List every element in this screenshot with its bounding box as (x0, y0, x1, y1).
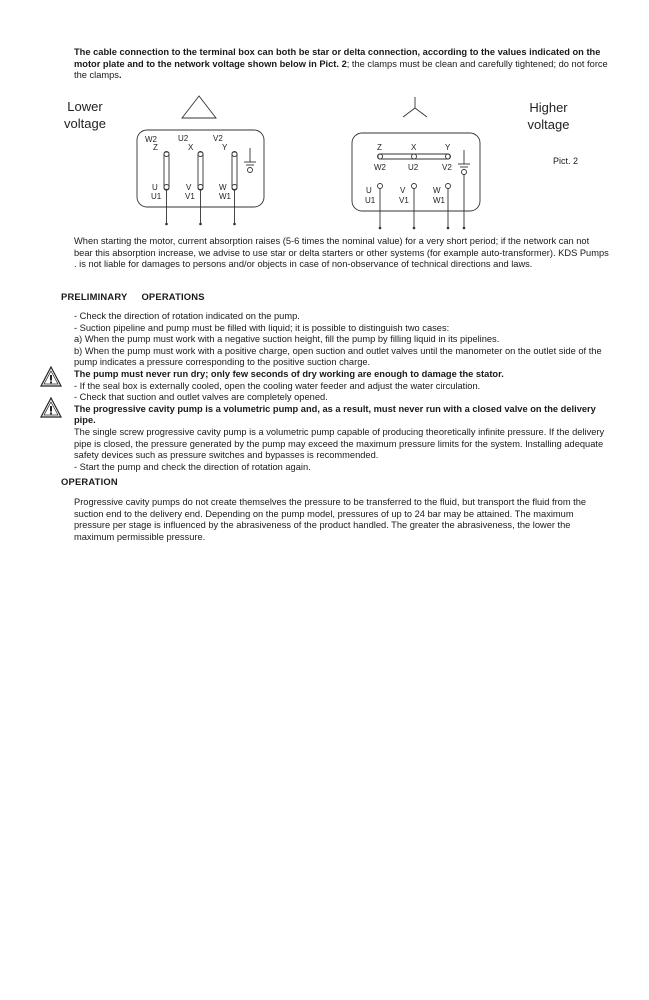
operation-paragraph: Progressive cavity pumps do not create themselves the pressure to be transferred to the fluid, but transport the fluid from the suction end to the delivery end. Depending on the pump model, pressures of up to 24 bar may be attained. The maximum pressure per stage is influenced by the abrasiveness of the product handled. The greater the abrasiveness, the lower the maximum permissible pressure. (74, 497, 587, 542)
star-label-u: U (366, 186, 372, 195)
delta-label-u2: U2 (178, 134, 189, 143)
intro-end: . (118, 70, 122, 81)
higher-voltage-line2: voltage (527, 117, 570, 132)
star-label-x: X (411, 143, 417, 152)
prelim-line-8: - Start the pump and check the direction of rotation again. (74, 461, 311, 472)
preliminary-heading (61, 291, 205, 302)
preliminary-body (74, 311, 609, 473)
prelim-line-2: - Suction pipeline and pump must be filled with liquid; it is possible to distinguish two cases: (74, 322, 450, 333)
star-label-v: V (400, 186, 406, 195)
star-label-w2: W2 (374, 163, 386, 172)
star-label-w1: W1 (433, 196, 445, 205)
intro-normal-text: ; the clamps must be clean and carefully tightened; do not force the clamps (74, 58, 608, 81)
star-label-z: Z (377, 143, 382, 152)
starting-paragraph: When starting the motor, current absorption raises (5-6 times the nominal value) for a very short period; if the network can not bear this absorption increase, we advise to use star or delta starters or other systems (for example auto-transformer). KDS Pumps . is not liable for damages to persons and/or objects in case of non-observance of technical directions and laws. (74, 236, 609, 270)
delta-label-v: V (186, 183, 192, 192)
operation-heading: OPERATION (61, 476, 118, 487)
delta-label-u: U (152, 183, 158, 192)
lower-voltage-line2: voltage (64, 116, 106, 131)
star-label-u2: U2 (408, 163, 419, 172)
preliminary-heading-a: PRELIMINARY (61, 291, 128, 302)
star-label-v1: V1 (399, 196, 409, 205)
preliminary-heading-b: OPERATIONS (141, 291, 205, 302)
star-symbol-icon (403, 97, 427, 117)
star-label-w: W (433, 186, 441, 195)
pict-label: Pict. 2 (553, 156, 579, 166)
delta-label-z: Z (153, 143, 158, 152)
delta-label-y: Y (222, 143, 228, 152)
prelim-line-6: - Check that suction and outlet valves are completely opened. (74, 392, 328, 403)
prelim-line-7: The single screw progressive cavity pump is a volumetric pump capable of producing theoretically infinite pressure. If the delivery pipe is closed, the pressure generated by the pump may exceed the maximum pressure limits for the system. Installing adequate safety devices such as pressure switches and bypasses is recommended. (74, 426, 605, 461)
prelim-line-4: b) When the pump must work with a positive charge, open suction and outlet valves until the manometer on the outlet side of the pump indicates a pressure corresponding to the positive suction charge. (74, 345, 602, 368)
ground-icon-left (244, 148, 256, 173)
ground-icon-right (458, 150, 470, 175)
star-label-v2: V2 (442, 163, 452, 172)
warning-icon (40, 397, 62, 419)
wiring-diagram (0, 0, 649, 240)
star-label-u1: U1 (365, 196, 376, 205)
delta-label-w: W (219, 183, 227, 192)
higher-voltage-line1: Higher (529, 100, 568, 115)
prelim-line-1: - Check the direction of rotation indicated on the pump. (74, 311, 300, 321)
warning-closed-valve: The progressive cavity pump is a volumetric pump and, as a result, must never run with a closed valve on the delivery pipe. (74, 403, 596, 426)
star-label-y: Y (445, 143, 451, 152)
delta-label-w2: W2 (145, 135, 157, 144)
warning-dry-run: The pump must never run dry; only few seconds of dry working are enough to damage the stator. (74, 368, 504, 379)
intro-bold-text: The cable connection to the terminal box can both be star or delta connection, according to the values indicated on the motor plate and to the network voltage shown below in Pict. 2 (74, 47, 601, 69)
lower-voltage-line1: Lower (67, 99, 103, 114)
delta-label-x: X (188, 143, 194, 152)
delta-label-w1: W1 (219, 192, 231, 201)
prelim-line-5: - If the seal box is externally cooled, open the cooling water feeder and adjust the water circulation. (74, 380, 481, 391)
delta-label-v2: V2 (213, 134, 223, 143)
delta-symbol-icon (182, 96, 216, 118)
prelim-line-3: a) When the pump must work with a negative suction height, fill the pump by filling liquid in its pipelines. (74, 334, 500, 345)
warning-icon (40, 366, 62, 388)
delta-label-v1: V1 (185, 192, 195, 201)
delta-label-u1: U1 (151, 192, 162, 201)
